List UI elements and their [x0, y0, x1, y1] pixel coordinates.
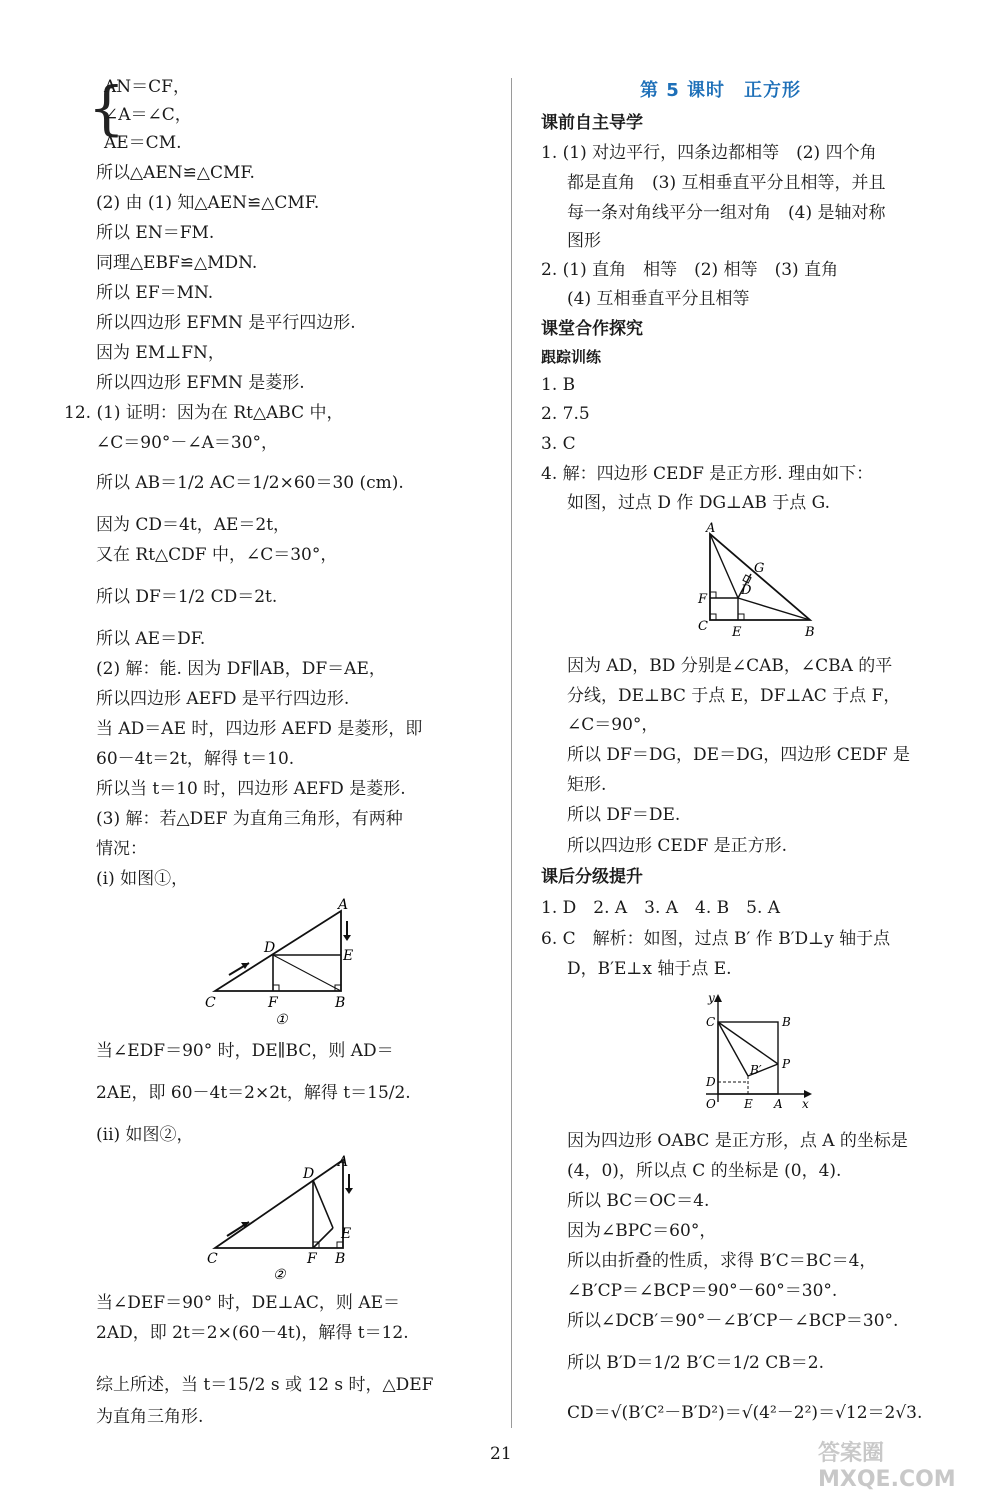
- text-line: 综上所述，当 t＝15/2 s 或 12 s 时，△DEF: [96, 1375, 434, 1395]
- text-line: 1. D 2. A 3. A 4. B 5. A: [541, 898, 781, 918]
- text-line: 所以 AB＝1/2 AC＝1/2×60＝30 (cm).: [96, 473, 404, 493]
- text-line: (2) 解：能. 因为 DF∥AB，DF＝AE，: [96, 659, 386, 679]
- text-line: 所以 EF＝MN.: [96, 283, 214, 303]
- arrowhead: [343, 935, 351, 941]
- text-line: 同理△EBF≌△MDN.: [96, 253, 258, 273]
- svg-text:D: D: [741, 583, 752, 598]
- column-divider: [511, 78, 512, 1428]
- text-line: 分线，DE⊥BC 于点 E，DF⊥AC 于点 F，: [567, 686, 901, 706]
- text-line: 因为 EM⊥FN，: [96, 343, 225, 363]
- text-line: 4. 解：四边形 CEDF 是正方形. 理由如下：: [541, 464, 874, 484]
- sub-heading: 跟踪训练: [541, 348, 602, 366]
- right-angle-mark: [710, 614, 716, 620]
- text-line: (ii) 如图②，: [96, 1125, 194, 1145]
- svg-text:E: E: [744, 1097, 753, 1111]
- triangle-abc: [215, 911, 341, 991]
- text-line: ∠C＝90°，: [567, 715, 659, 735]
- svg-text:G: G: [754, 561, 765, 576]
- svg-text:E: E: [343, 948, 354, 964]
- text-line: (4) 互相垂直平分且相等: [567, 289, 750, 309]
- text-line: 因为四边形 OABC 是正方形，点 A 的坐标是: [567, 1131, 908, 1151]
- svg-text:A: A: [774, 1097, 783, 1111]
- svg-text:E: E: [341, 1226, 352, 1242]
- svg-text:A: A: [338, 1154, 349, 1170]
- text-line: 2. 7.5: [541, 404, 590, 424]
- figure-square-cedf: [692, 522, 832, 644]
- text-line: 如图，过点 D 作 DG⊥AB 于点 G.: [567, 493, 830, 513]
- text-line: 2. (1) 直角 相等 (2) 相等 (3) 直角: [541, 260, 839, 280]
- svg-text:F: F: [698, 592, 708, 607]
- watermark: 答案圈 MXQE.COM: [818, 1441, 956, 1492]
- right-angle-mark: [738, 614, 744, 620]
- text-line: 所以四边形 EFMN 是菱形.: [96, 373, 305, 393]
- section-heading: 课前自主导学: [541, 113, 643, 133]
- text-line: 2AD，即 2t＝2×(60－4t)，解得 t＝12.: [96, 1323, 409, 1343]
- text-line: 所以△AEN≌△CMF.: [96, 163, 255, 183]
- text-line: 又在 Rt△CDF 中，∠C＝30°，: [96, 545, 338, 565]
- text-line: 矩形.: [567, 775, 607, 795]
- text-line: 所以由折叠的性质，求得 B′C＝BC＝4，: [567, 1251, 877, 1271]
- problem-12-heading: 12. (1) 证明：因为在 Rt△ABC 中，: [64, 403, 344, 423]
- figure-2-caption: ②: [273, 1267, 286, 1283]
- svg-text:y: y: [708, 991, 715, 1005]
- left-brace: {: [88, 74, 125, 142]
- arrowhead: [714, 994, 722, 1002]
- text-line: 图形: [567, 231, 601, 251]
- text-line: 3. C: [541, 434, 576, 454]
- text-line: ∠B′CP＝∠BCP＝90°－60°＝30°.: [567, 1281, 838, 1301]
- section-title: 第 5 课时 正方形: [640, 80, 802, 101]
- text-line: 1. B: [541, 375, 576, 395]
- segment-cb-prime: [718, 1022, 748, 1076]
- figure-2: [195, 1148, 365, 1283]
- svg-text:D: D: [303, 1166, 315, 1182]
- text-line: 所以 DF＝DG，DE＝DG，四边形 CEDF 是: [567, 745, 910, 765]
- text-line: 1. (1) 对边平行，四条边都相等 (2) 四个角: [541, 143, 877, 163]
- svg-text:F: F: [307, 1251, 317, 1267]
- arrowhead: [345, 1188, 353, 1194]
- segment-ad: [710, 534, 738, 598]
- svg-text:E: E: [732, 625, 742, 640]
- text-line: 因为 AD，BD 分别是∠CAB，∠CBA 的平: [567, 656, 893, 676]
- text-line: 所以 B′D＝1/2 B′C＝1/2 CB＝2.: [567, 1353, 824, 1373]
- text-line: 因为 CD＝4t，AE＝2t，: [96, 515, 291, 535]
- text-line: (3) 解：若△DEF 为直角三角形，有两种: [96, 809, 403, 829]
- svg-text:B: B: [782, 1015, 791, 1029]
- svg-text:B′: B′: [750, 1063, 762, 1077]
- text-line: (i) 如图①，: [96, 869, 189, 889]
- text-line: (4，0)，所以点 C 的坐标是 (0，4).: [567, 1161, 842, 1181]
- text-line: 所以四边形 EFMN 是平行四边形.: [96, 313, 356, 333]
- text-line: 所以 AE＝DF.: [96, 629, 206, 649]
- svg-text:P: P: [782, 1057, 791, 1071]
- text-line: (2) 由 (1) 知△AEN≌△CMF.: [96, 193, 320, 213]
- text-line: AN＝CF，: [104, 77, 190, 97]
- svg-text:O: O: [706, 1097, 716, 1111]
- segment-ef: [313, 1228, 333, 1248]
- text-line: 都是直角 (3) 互相垂直平分且相等，并且: [567, 173, 886, 193]
- text-line: 为直角三角形.: [96, 1407, 204, 1427]
- section-heading: 课后分级提升: [541, 867, 643, 887]
- svg-text:F: F: [268, 995, 278, 1011]
- page-number: 21: [490, 1444, 512, 1464]
- svg-text:C: C: [207, 1251, 218, 1267]
- text-line: 所以∠DCB′＝90°－∠B′CP－∠BCP＝30°.: [567, 1311, 899, 1331]
- text-line: 60－4t＝2t，解得 t＝10.: [96, 749, 295, 769]
- svg-text:C: C: [706, 1015, 716, 1029]
- figure-1: [195, 895, 365, 1030]
- text-line: 当∠EDF＝90° 时，DE∥BC，则 AD＝: [96, 1041, 394, 1061]
- text-line: 所以四边形 CEDF 是正方形.: [567, 836, 788, 856]
- text-line: 所以四边形 AEFD 是平行四边形.: [96, 689, 350, 709]
- text-line: CD＝√(B′C²－B′D²)＝√(4²－2²)＝√12＝2√3.: [567, 1403, 923, 1423]
- segment-de: [313, 1180, 333, 1228]
- svg-text:D: D: [264, 940, 276, 956]
- svg-text:A: A: [706, 522, 716, 536]
- svg-text:D: D: [706, 1075, 716, 1089]
- text-line: 2AE，即 60－4t＝2×2t，解得 t＝15/2.: [96, 1083, 411, 1103]
- text-line: AE＝CM.: [104, 133, 182, 153]
- text-line: 每一条对角线平分一组对角 (4) 是轴对称: [567, 203, 886, 223]
- segment-cp: [718, 1022, 778, 1064]
- svg-text:C: C: [698, 619, 708, 634]
- svg-text:A: A: [338, 897, 349, 913]
- text-line: ∠A＝∠C，: [104, 105, 192, 125]
- text-line: ∠C＝90°－∠A＝30°，: [96, 433, 279, 453]
- segment-ef: [273, 955, 341, 991]
- text-line: 6. C 解析：如图，过点 B′ 作 B′D⊥y 轴于点: [541, 929, 891, 949]
- figure-1-caption: ①: [275, 1012, 288, 1028]
- right-angle-mark: [273, 985, 279, 991]
- text-line: 当 AD＝AE 时，四边形 AEFD 是菱形，即: [96, 719, 423, 739]
- text-line: 所以当 t＝10 时，四边形 AEFD 是菱形.: [96, 779, 406, 799]
- text-line: 当∠DEF＝90° 时，DE⊥AC，则 AE＝: [96, 1293, 401, 1313]
- segment-bd: [738, 598, 810, 620]
- text-line: D，B′E⊥x 轴于点 E.: [567, 959, 732, 979]
- triangle-abc: [710, 534, 810, 620]
- svg-text:B: B: [335, 1251, 346, 1267]
- text-line: 情况：: [96, 839, 147, 859]
- svg-text:B: B: [335, 995, 346, 1011]
- right-angle-mark: [710, 592, 716, 598]
- section-heading: 课堂合作探究: [541, 319, 643, 339]
- text-line: 所以 EN＝FM.: [96, 223, 215, 243]
- figure-coordinate: [692, 990, 822, 1118]
- text-line: 所以 BC＝OC＝4.: [567, 1191, 710, 1211]
- svg-text:B: B: [805, 625, 815, 640]
- svg-text:x: x: [802, 1097, 809, 1111]
- svg-text:C: C: [205, 995, 216, 1011]
- text-line: 所以 DF＝DE.: [567, 805, 681, 825]
- text-line: 所以 DF＝1/2 CD＝2t.: [96, 587, 278, 607]
- text-line: 因为∠BPC＝60°，: [567, 1221, 717, 1241]
